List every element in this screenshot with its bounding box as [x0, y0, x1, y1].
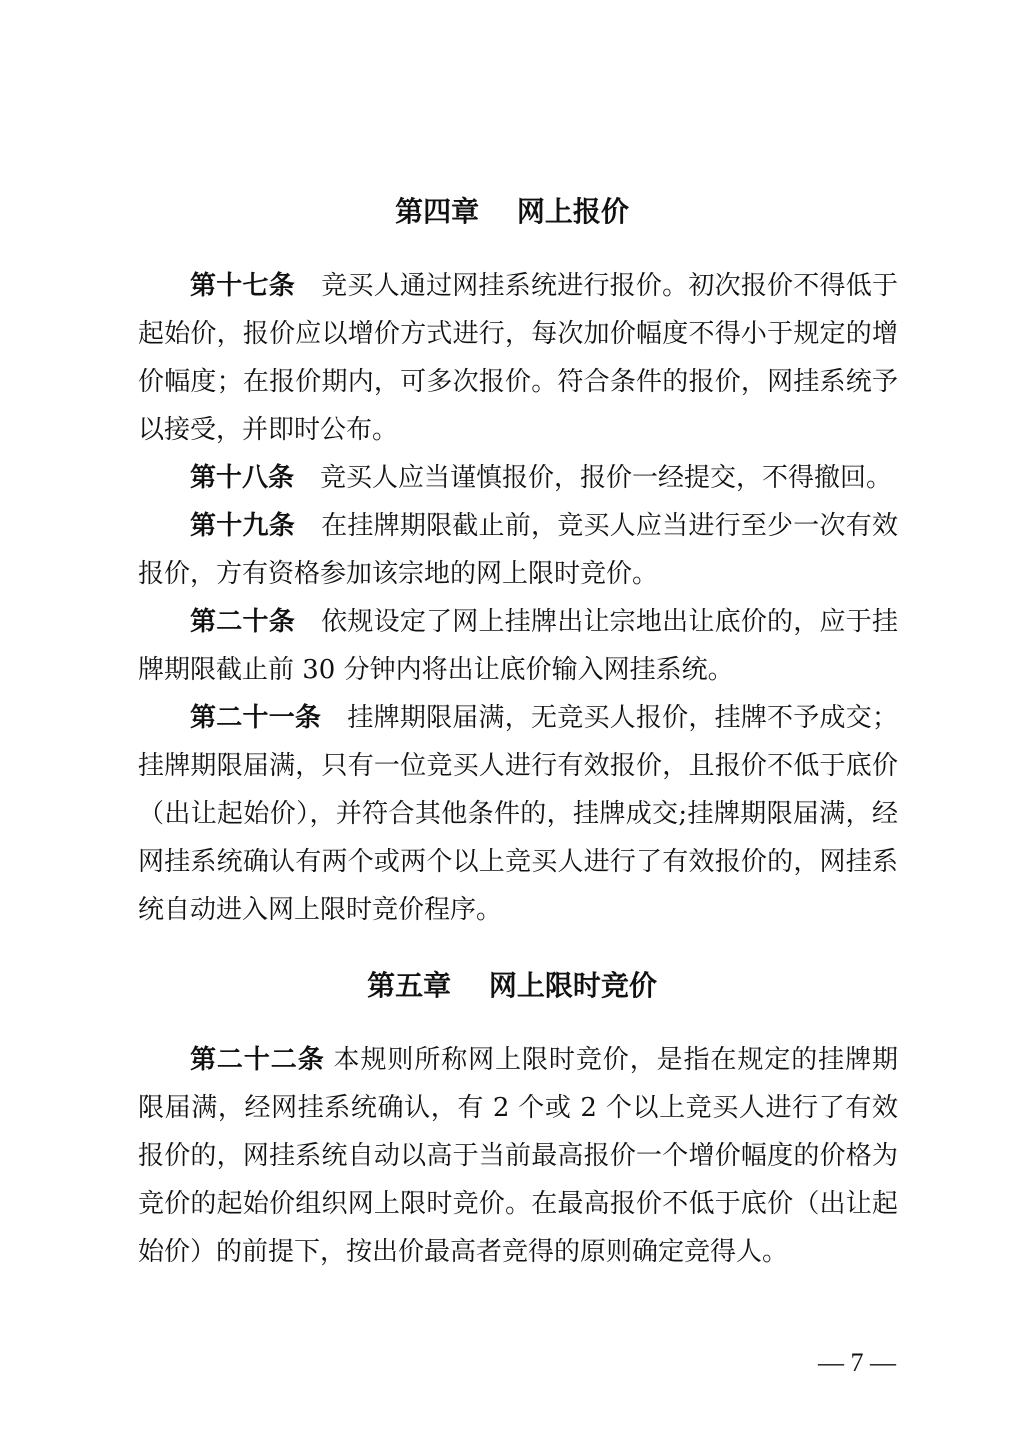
- article-21: [138, 694, 898, 934]
- article-20-text: 依规设定了网上挂牌出让宗地出让底价的，应于挂牌期限截止前 30 分钟内将出让底价输入网挂系统。: [138, 607, 898, 685]
- article-20-title: 第二十条: [190, 607, 295, 637]
- article-21-text: 挂牌期限届满，无竞买人报价，挂牌不予成交；挂牌期限届满，只有一位竞买人进行有效报价，且报价不低于底价（出让起始价），并符合其他条件的，挂牌成交;挂牌期限届满，经网挂系统确认有两个或两个以上竞买人进行了有效报价的，网挂系统自动进入网上限时竞价程序。: [138, 703, 898, 925]
- article-22: [138, 1036, 898, 1276]
- article-18-title: 第十八条: [190, 463, 295, 493]
- article-19: [138, 502, 898, 598]
- article-17-title: 第十七条: [190, 271, 295, 301]
- chapter-5-heading: 第五章 网上限时竞价: [367, 969, 657, 1002]
- article-17: [138, 262, 898, 454]
- page-number: — 7 —: [818, 1348, 896, 1377]
- article-20: [138, 598, 898, 694]
- article-22-title: 第二十二条: [190, 1045, 325, 1075]
- article-19-title: 第十九条: [190, 511, 295, 541]
- article-19-text: 在挂牌期限截止前，竞买人应当进行至少一次有效报价，方有资格参加该宗地的网上限时竞价。: [138, 511, 898, 589]
- article-17-text: 竞买人通过网挂系统进行报价。初次报价不得低于起始价，报价应以增价方式进行，每次加价幅度不得小于规定的增价幅度；在报价期内，可多次报价。符合条件的报价，网挂系统予以接受，并即时公布。: [138, 271, 898, 445]
- article-22-text: 本规则所称网上限时竞价，是指在规定的挂牌期限届满，经网挂系统确认，有 2 个或 2 个以上竞买人进行了有效报价的，网挂系统自动以高于当前最高报价一个增价幅度的价格为竞价的起始价组织网上限时竞价。在最高报价不低于底价（出让起始价）的前提下，按出价最高者竞得的原则确定竞得人。: [138, 1045, 898, 1267]
- article-18-text: 竞买人应当谨慎报价，报价一经提交，不得撤回。: [320, 463, 893, 493]
- article-21-title: 第二十一条: [190, 703, 322, 733]
- article-18: [138, 454, 898, 502]
- chapter-4-heading: 第四章 网上报价: [395, 195, 629, 228]
